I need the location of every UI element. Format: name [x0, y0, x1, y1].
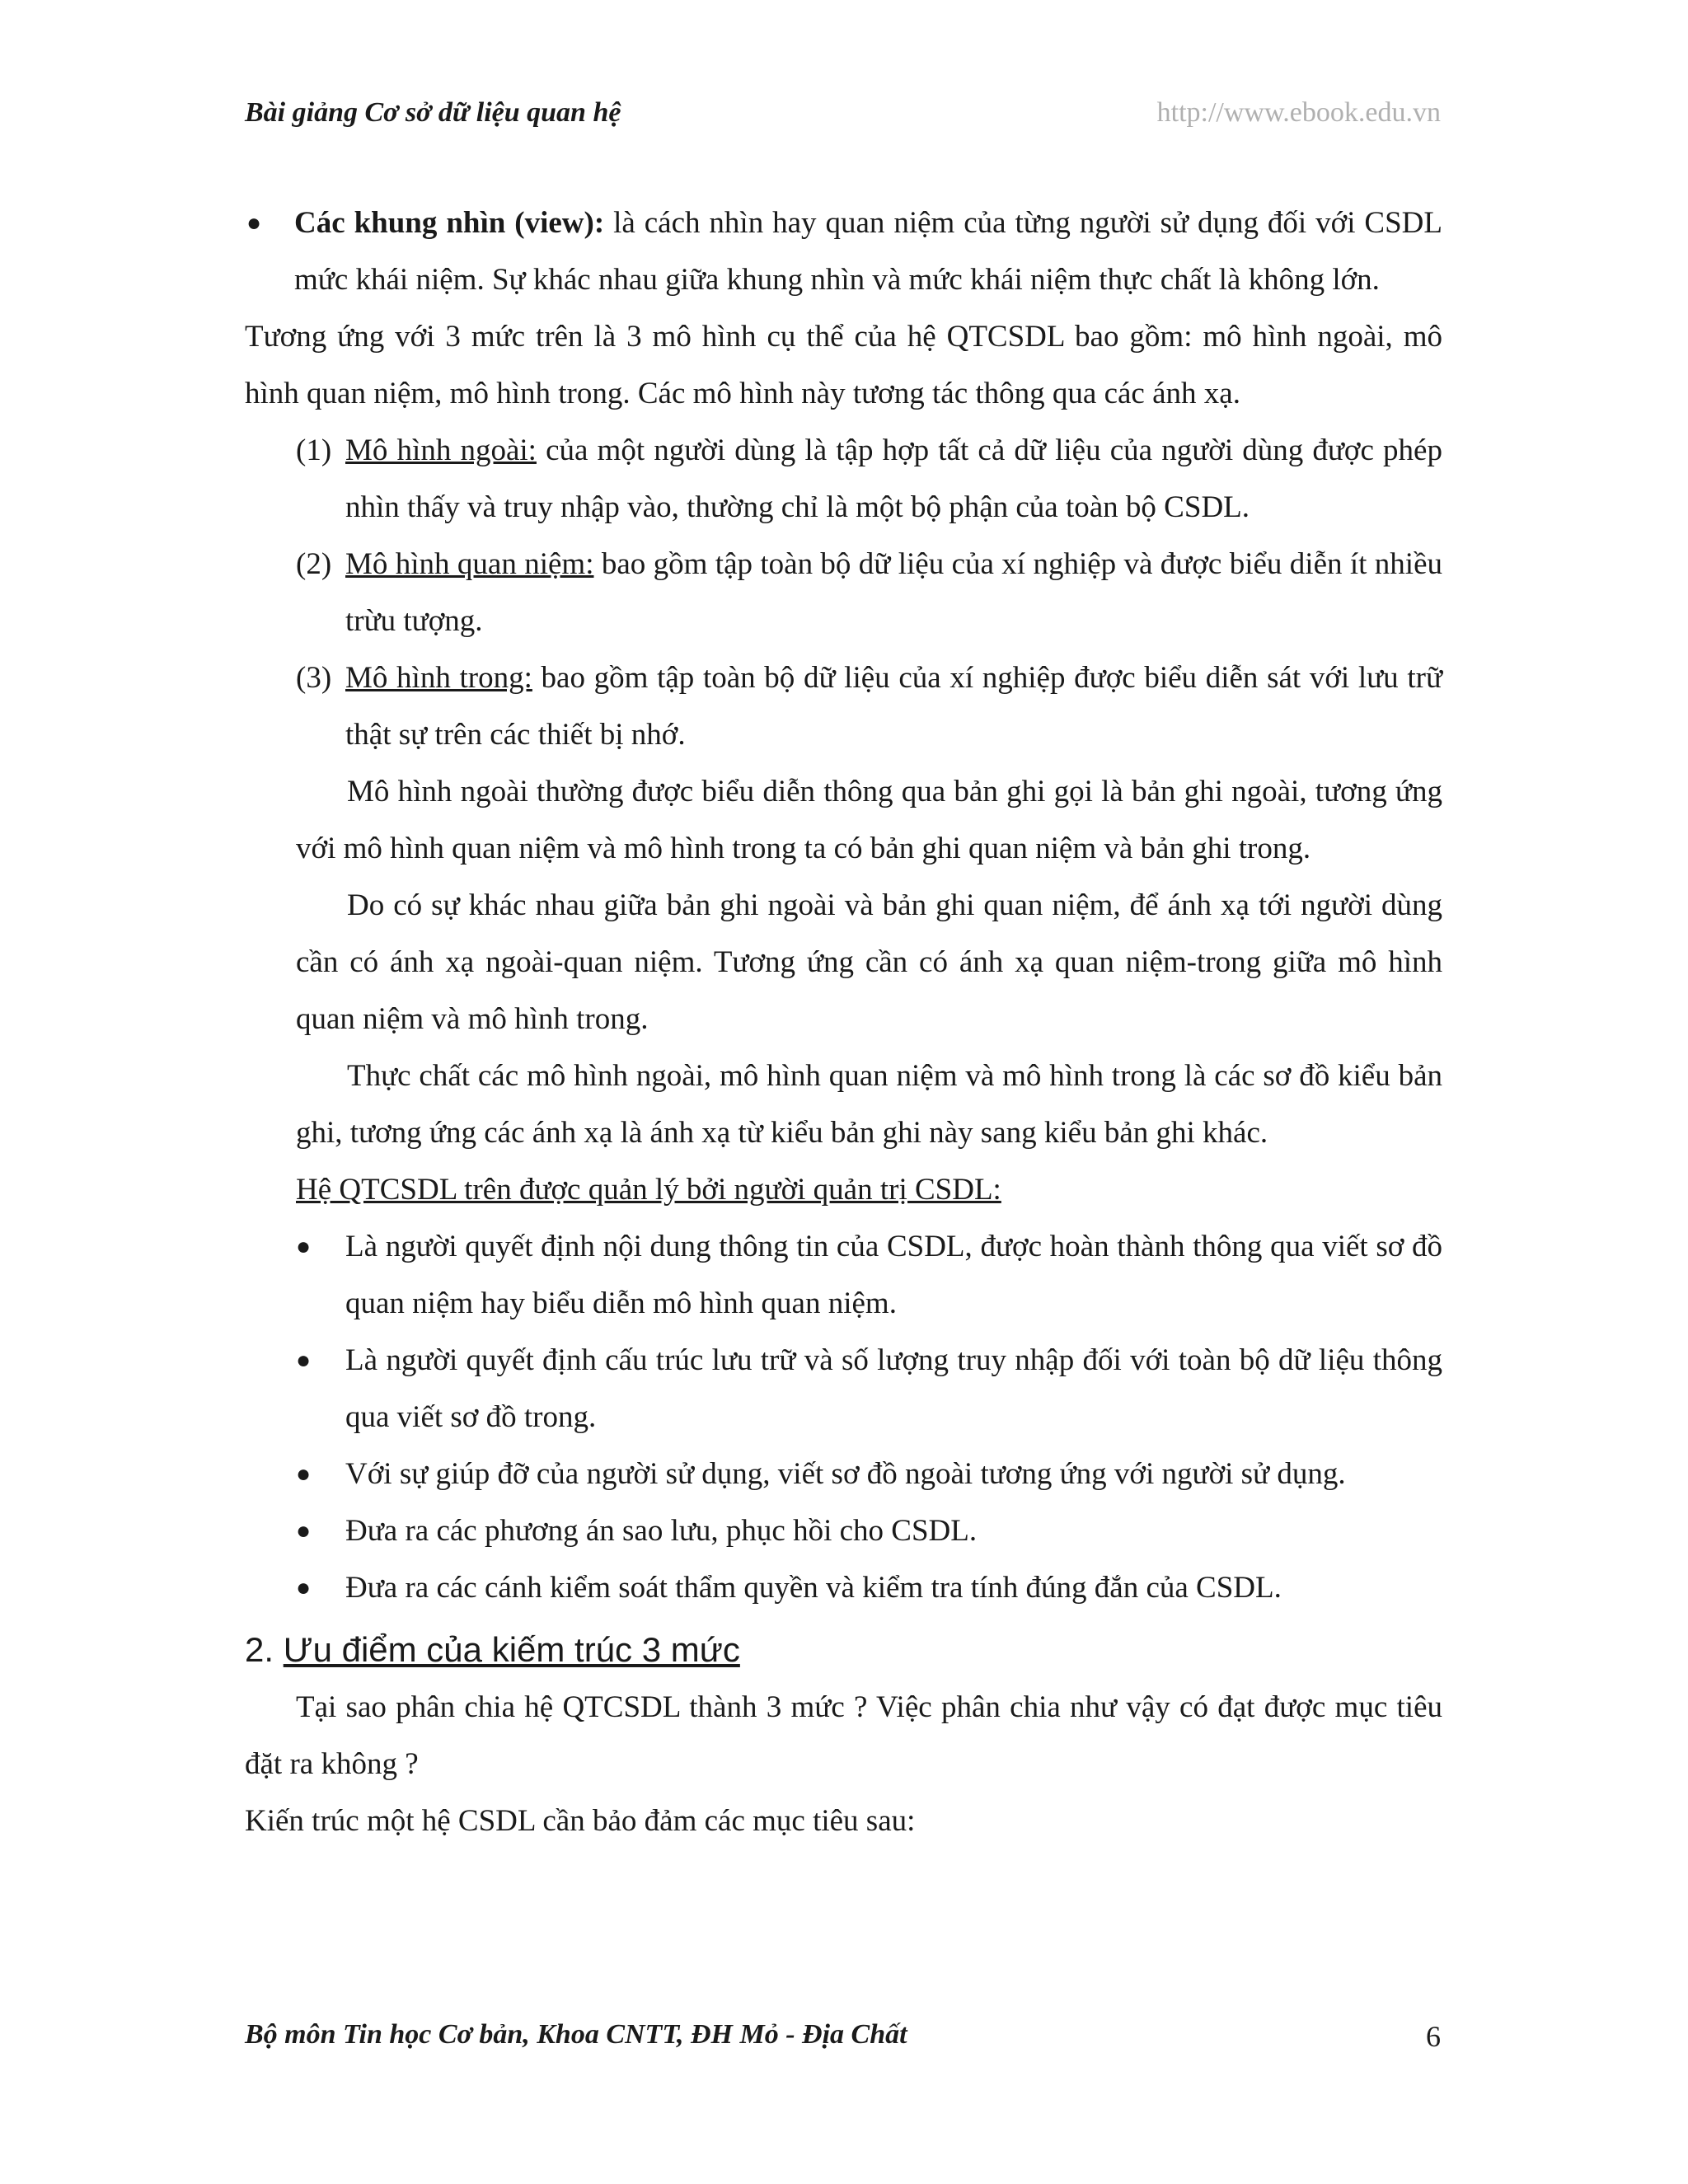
view-bullet [245, 194, 1442, 308]
model-label: Mô hình trong: [345, 661, 532, 695]
section-lead: Kiến trúc một hệ CSDL cần bảo đảm các mục tiêu sau: [245, 1804, 916, 1838]
bullet-icon: ● [246, 209, 262, 237]
admin-item: ● Đưa ra các phương án sao lưu, phục hồi cho CSDL. [245, 1502, 1442, 1559]
model-label: Mô hình quan niệm: [345, 547, 594, 581]
view-bullet-label: Các khung nhìn (view): [294, 206, 605, 240]
model-number: (1) [296, 434, 332, 467]
intro-paragraph: Tương ứng với 3 mức trên là 3 mô hình cụ thể của hệ QTCSDL bao gồm: mô hình ngoài, mô hình quan niệm, mô hình trong. Các mô hình này tương tác thông qua các ánh xạ. [245, 320, 1442, 410]
model-item-2 [245, 536, 1442, 649]
model-text: của một người dùng là tập hợp tất cả dữ liệu của người dùng được phép nhìn thấy và truy nhập vào, thường chỉ là một bộ phận của toàn bộ CSDL. [345, 434, 1442, 524]
paragraph-schemas: Thực chất các mô hình ngoài, mô hình quan niệm và mô hình trong là các sơ đồ kiểu bản ghi, tương ứng các ánh xạ là ánh xạ từ kiểu bản ghi này sang kiểu bản ghi khác. [296, 1059, 1442, 1150]
view-bullet-text: là cách nhìn hay quan niệm của từng người sử dụng đối với CSDL mức khái niệm. Sự khác nhau giữa khung nhìn và mức khái niệm thực chất là không lớn. [294, 206, 1443, 297]
model-text: bao gồm tập toàn bộ dữ liệu của xí nghiệp được biểu diễn sát với lưu trữ thật sự trên các thiết bị nhớ. [345, 661, 1442, 752]
model-label: Mô hình ngoài: [345, 434, 537, 467]
bullet-icon: ● [296, 1574, 312, 1601]
admin-item: ● Là người quyết định nội dung thông tin của CSDL, được hoàn thành thông qua viết sơ đồ quan niệm hay biểu diễn mô hình quan niệm. [245, 1218, 1442, 1332]
admin-item: ● Là người quyết định cấu trúc lưu trữ và số lượng truy nhập đối với toàn bộ dữ liệu thông qua viết sơ đồ trong. [245, 1332, 1442, 1446]
section-number: 2. [245, 1630, 284, 1669]
bullet-icon: ● [296, 1517, 312, 1544]
model-text: bao gồm tập toàn bộ dữ liệu của xí nghiệp và được biểu diễn ít nhiều trừu tượng. [345, 547, 1442, 638]
admin-item: ● Với sự giúp đỡ của người sử dụng, viết sơ đồ ngoài tương ứng với người sử dụng. [245, 1446, 1442, 1502]
bullet-icon: ● [296, 1460, 312, 1488]
bullet-icon: ● [296, 1233, 312, 1260]
paragraph-records: Mô hình ngoài thường được biểu diễn thông qua bản ghi gọi là bản ghi ngoài, tương ứng với mô hình quan niệm và mô hình trong ta có bản ghi quan niệm và bản ghi trong. [296, 775, 1442, 865]
section-question: Tại sao phân chia hệ QTCSDL thành 3 mức ? Việc phân chia như vậy có đạt được mục tiêu đặt ra không ? [245, 1690, 1442, 1781]
admin-item: ● Đưa ra các cánh kiểm soát thẩm quyền và kiểm tra tính đúng đắn của CSDL. [245, 1559, 1442, 1616]
model-number: (3) [296, 661, 332, 695]
section-title: Ưu điểm của kiếm trúc 3 mức [283, 1630, 740, 1669]
footer-text: Bộ môn Tin học Cơ bản, Khoa CNTT, ĐH Mỏ - Địa Chất [245, 2019, 907, 2050]
header-title: Bài giảng Cơ sở dữ liệu quan hệ [245, 97, 621, 128]
bullet-icon: ● [296, 1347, 312, 1374]
model-item-3 [245, 649, 1442, 763]
page-content [245, 194, 1442, 1849]
paragraph-mappings: Do có sự khác nhau giữa bản ghi ngoài và bản ghi quan niệm, để ánh xạ tới người dùng cần có ánh xạ ngoài-quan niệm. Tương ứng cần có ánh xạ quan niệm-trong giữa mô hình quan niệm và mô hình trong. [296, 888, 1442, 1036]
header-url[interactable]: http://www.ebook.edu.vn [1156, 97, 1441, 128]
page-number: 6 [1426, 2020, 1441, 2053]
admin-heading: Hệ QTCSDL trên được quản lý bởi người quản trị CSDL: [296, 1173, 1001, 1207]
model-item-1 [245, 422, 1442, 536]
section-heading [245, 1621, 1442, 1679]
model-number: (2) [296, 547, 332, 581]
